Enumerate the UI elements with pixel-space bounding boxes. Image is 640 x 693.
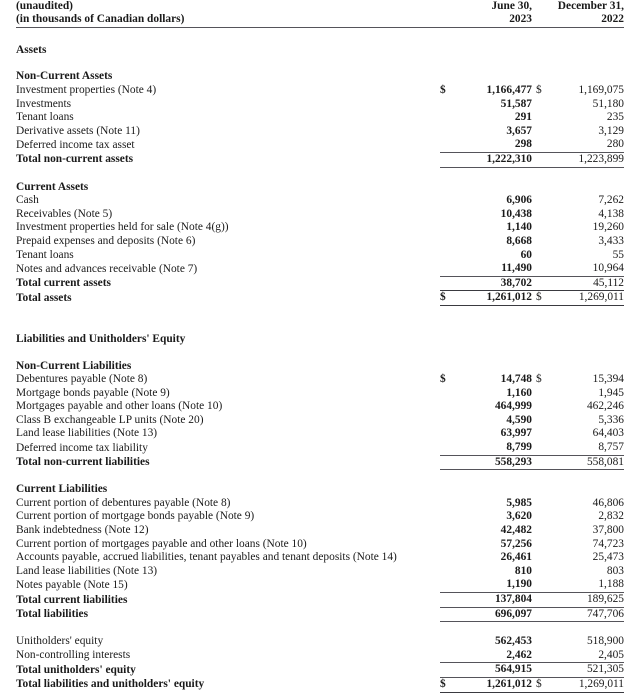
row-value-current: 464,999 — [494, 400, 532, 413]
row-value-current: 57,256 — [500, 537, 532, 550]
row-amount-prior: 15,394 — [592, 373, 624, 386]
row-value-prior: 3,129 — [598, 124, 624, 137]
row-value-current: 2,462 — [440, 649, 536, 663]
subtotal-value-prior: 45,112 — [536, 276, 624, 291]
total-liabilities-equity-value-prior — [536, 677, 624, 692]
subtotal-value-prior: 521,305 — [536, 663, 624, 678]
row-value-current — [440, 373, 536, 387]
subtotal-value-prior: 1,223,899 — [536, 152, 624, 167]
table-header-row-1 — [16, 0, 624, 13]
table-row — [16, 125, 624, 139]
row-value-current: 60 — [520, 248, 532, 261]
table-row — [16, 635, 624, 649]
row-value-current: 298 — [440, 138, 536, 152]
row-value-prior: 5,336 — [598, 413, 624, 426]
row-value-prior: 37,800 — [592, 524, 624, 537]
row-value-current: 3,620 — [506, 510, 532, 523]
spacer — [16, 470, 624, 484]
row-value-prior: 2,832 — [598, 510, 624, 523]
total-assets-label: Total assets — [16, 291, 72, 304]
table-row — [16, 194, 624, 208]
total-assets-amount-prior: 1,269,011 — [578, 291, 624, 304]
row-value-prior: 518,900 — [586, 635, 624, 648]
spacer — [16, 347, 624, 360]
table-row — [16, 208, 624, 222]
row-value-prior: 64,403 — [592, 427, 624, 440]
row-value-current: 562,453 — [494, 635, 532, 648]
subtotal-value-prior: 558,081 — [536, 455, 624, 470]
table-row — [16, 84, 624, 98]
row-amount-current: 1,166,477 — [486, 84, 532, 96]
row-value-prior — [536, 373, 624, 387]
row-value-current: 42,482 — [500, 524, 532, 537]
total-assets-value-current — [440, 291, 536, 306]
row-label: Land lease liabilities (Note 13) — [16, 564, 158, 577]
spacer — [16, 622, 624, 636]
section-heading-liabilities-equity-row — [16, 333, 624, 347]
row-value-current: 1,140 — [506, 221, 532, 234]
row-label: Debentures payable (Note 8) — [16, 373, 148, 386]
row-value-current: 6,906 — [506, 194, 532, 207]
subsection-heading-current-liabilities: Current Liabilities — [16, 483, 108, 496]
table-row — [16, 373, 624, 387]
row-value-current: 8,668 — [506, 234, 532, 247]
subtotal-value-current: 137,804 — [440, 593, 536, 608]
subtotal-value-prior: 189,625 — [536, 593, 624, 608]
row-label: Bank indebtedness (Note 12) — [16, 524, 149, 537]
row-label: Non-controlling interests — [16, 649, 131, 662]
subtotal-label: Total unitholders' equity — [16, 663, 136, 676]
row-amount-current: 14,748 — [500, 373, 532, 386]
section-heading-assets-row — [16, 44, 624, 58]
column-header-current-line1: June 30, — [491, 0, 532, 12]
row-label: Accounts payable, accrued liabilities, tenant payables and tenant deposits (Note 14) — [16, 551, 397, 564]
row-label: Unitholders' equity — [16, 635, 104, 648]
row-value-prior — [536, 84, 624, 98]
row-value-prior: 280 — [536, 138, 624, 152]
row-label: Tenant loans — [16, 111, 74, 124]
subsection-heading-non-current-assets: Non-Current Assets — [16, 70, 113, 83]
table-row — [16, 565, 624, 579]
table-header-row-2 — [16, 13, 624, 27]
subsection-heading-non-current-assets-row — [16, 70, 624, 84]
row-label: Tenant loans — [16, 248, 74, 261]
row-value-current: 1,190 — [440, 578, 536, 592]
row-value-prior: 46,806 — [592, 496, 624, 509]
row-label: Land lease liabilities (Note 13) — [16, 427, 158, 440]
row-value-prior: 8,757 — [536, 441, 624, 455]
subtotal-label: Total non-current assets — [16, 153, 134, 166]
subtotal-row-non-current-assets — [16, 152, 624, 167]
total-row-assets — [16, 291, 624, 306]
subtotal-row-non-current-liabilities — [16, 455, 624, 470]
table-row — [16, 524, 624, 538]
subsection-heading-non-current-liabilities: Non-Current Liabilities — [16, 359, 132, 372]
balance-sheet-table — [16, 0, 624, 693]
total-assets-value-prior — [536, 291, 624, 306]
note-unaudited: (unaudited) — [16, 0, 73, 12]
row-label: Notes payable (Note 15) — [16, 578, 128, 591]
row-value-current: 4,590 — [506, 413, 532, 426]
subtotal-value-current: 38,702 — [440, 276, 536, 291]
total-assets-amount-current: 1,261,012 — [486, 291, 532, 304]
subtotal-row-current-liabilities — [16, 593, 624, 608]
table-row — [16, 538, 624, 552]
total-liabilities-value-current: 696,097 — [440, 607, 536, 622]
total-row-liabilities-and-equity — [16, 677, 624, 692]
row-label: Receivables (Note 5) — [16, 207, 113, 220]
currency-symbol: $ — [440, 291, 446, 304]
total-amount-prior: 1,269,011 — [578, 677, 624, 690]
row-label: Derivative assets (Note 11) — [16, 124, 140, 137]
table-row — [16, 262, 624, 276]
total-liabilities-equity-value-current — [440, 677, 536, 692]
subtotal-label: Total non-current liabilities — [16, 456, 150, 469]
currency-symbol: $ — [536, 677, 542, 690]
row-value-prior: 462,246 — [586, 400, 624, 413]
row-value-current: 291 — [514, 111, 532, 124]
subsection-heading-current-assets-row — [16, 181, 624, 195]
row-label: Deferred income tax liability — [16, 441, 148, 454]
table-row — [16, 510, 624, 524]
total-liabilities-equity-label: Total liabilities and unitholders' equity — [16, 678, 205, 691]
column-header-prior-line1: December 31, — [557, 0, 624, 12]
row-value-current — [440, 84, 536, 98]
spacer — [16, 305, 624, 333]
row-value-current: 5,985 — [506, 496, 532, 509]
table-row — [16, 441, 624, 455]
total-liabilities-label: Total liabilities — [16, 608, 89, 621]
table-row — [16, 98, 624, 112]
subsection-heading-non-current-liabilities-row — [16, 360, 624, 374]
row-value-current: 11,490 — [440, 262, 536, 276]
row-label: Mortgage bonds payable (Note 9) — [16, 386, 170, 399]
note-units: (in thousands of Canadian dollars) — [16, 13, 185, 26]
row-label: Deferred income tax asset — [16, 138, 135, 151]
currency-symbol: $ — [536, 373, 542, 386]
row-value-current: 8,799 — [440, 441, 536, 455]
table-row — [16, 249, 624, 263]
row-value-prior: 803 — [606, 564, 624, 577]
row-value-prior: 4,138 — [598, 207, 624, 220]
row-value-current: 51,587 — [500, 97, 532, 110]
row-value-prior: 51,180 — [592, 97, 624, 110]
row-value-prior: 19,260 — [592, 221, 624, 234]
subtotal-row-total-unitholders-equity — [16, 663, 624, 678]
row-amount-prior: 1,169,075 — [578, 84, 624, 96]
row-value-prior: 7,262 — [598, 194, 624, 207]
row-label: Investments — [16, 97, 72, 110]
spacer — [16, 167, 624, 181]
row-value-prior: 55 — [612, 248, 624, 261]
table-row — [16, 427, 624, 441]
currency-symbol: $ — [440, 373, 446, 386]
total-amount-current: 1,261,012 — [486, 677, 532, 690]
table-row — [16, 387, 624, 401]
subtotal-row-current-assets — [16, 276, 624, 291]
section-heading-liabilities-equity: Liabilities and Unitholders' Equity — [16, 332, 186, 345]
table-row — [16, 221, 624, 235]
spacer — [16, 57, 624, 70]
currency-symbol: $ — [440, 84, 446, 96]
row-label: Cash — [16, 194, 39, 207]
row-label: Investment properties (Note 4) — [16, 84, 157, 96]
column-header-prior-line2: 2022 — [601, 13, 624, 26]
row-value-prior: 1,945 — [598, 386, 624, 399]
column-header-current-line2: 2023 — [509, 13, 532, 26]
table-row — [16, 414, 624, 428]
subsection-heading-current-liabilities-row — [16, 483, 624, 497]
table-row — [16, 111, 624, 125]
row-label: Current portion of mortgage bonds payable (Note 9) — [16, 510, 255, 523]
row-value-prior: 74,723 — [592, 537, 624, 550]
total-liabilities-value-prior: 747,706 — [536, 607, 624, 622]
subtotal-value-current: 558,293 — [440, 455, 536, 470]
row-label: Investment properties held for sale (Note 4(g)) — [16, 221, 229, 234]
subtotal-value-current: 1,222,310 — [440, 152, 536, 167]
table-row — [16, 138, 624, 152]
table-row — [16, 235, 624, 249]
total-row-liabilities — [16, 607, 624, 622]
table-row — [16, 551, 624, 565]
spacer — [16, 31, 624, 44]
subsection-heading-current-assets: Current Assets — [16, 180, 89, 193]
row-value-prior: 3,433 — [598, 234, 624, 247]
table-row — [16, 649, 624, 663]
row-value-current: 10,438 — [500, 207, 532, 220]
row-value-prior: 10,964 — [536, 262, 624, 276]
row-label: Current portion of debentures payable (Note 8) — [16, 496, 231, 509]
section-heading-assets: Assets — [16, 43, 47, 56]
row-value-prior: 25,473 — [592, 551, 624, 564]
row-label: Class B exchangeable LP units (Note 20) — [16, 413, 204, 426]
currency-symbol: $ — [440, 677, 446, 690]
row-value-current: 63,997 — [500, 427, 532, 440]
row-value-current: 1,160 — [506, 386, 532, 399]
row-label: Notes and advances receivable (Note 7) — [16, 262, 198, 275]
row-label: Prepaid expenses and deposits (Note 6) — [16, 234, 196, 247]
subtotal-label: Total current liabilities — [16, 593, 128, 606]
table-row — [16, 400, 624, 414]
row-label: Current portion of mortgages payable and other loans (Note 10) — [16, 537, 307, 550]
subtotal-label: Total current assets — [16, 277, 111, 290]
table-row — [16, 578, 624, 592]
subtotal-value-current: 564,915 — [440, 663, 536, 678]
row-value-prior: 2,405 — [536, 649, 624, 663]
row-value-current: 26,461 — [500, 551, 532, 564]
table-row — [16, 497, 624, 511]
row-label: Mortgages payable and other loans (Note 10) — [16, 400, 223, 413]
row-value-current: 3,657 — [506, 124, 532, 137]
row-value-prior: 1,188 — [536, 578, 624, 592]
row-value-current: 810 — [514, 564, 532, 577]
currency-symbol: $ — [536, 291, 542, 304]
currency-symbol: $ — [536, 84, 542, 96]
row-value-prior: 235 — [606, 111, 624, 124]
